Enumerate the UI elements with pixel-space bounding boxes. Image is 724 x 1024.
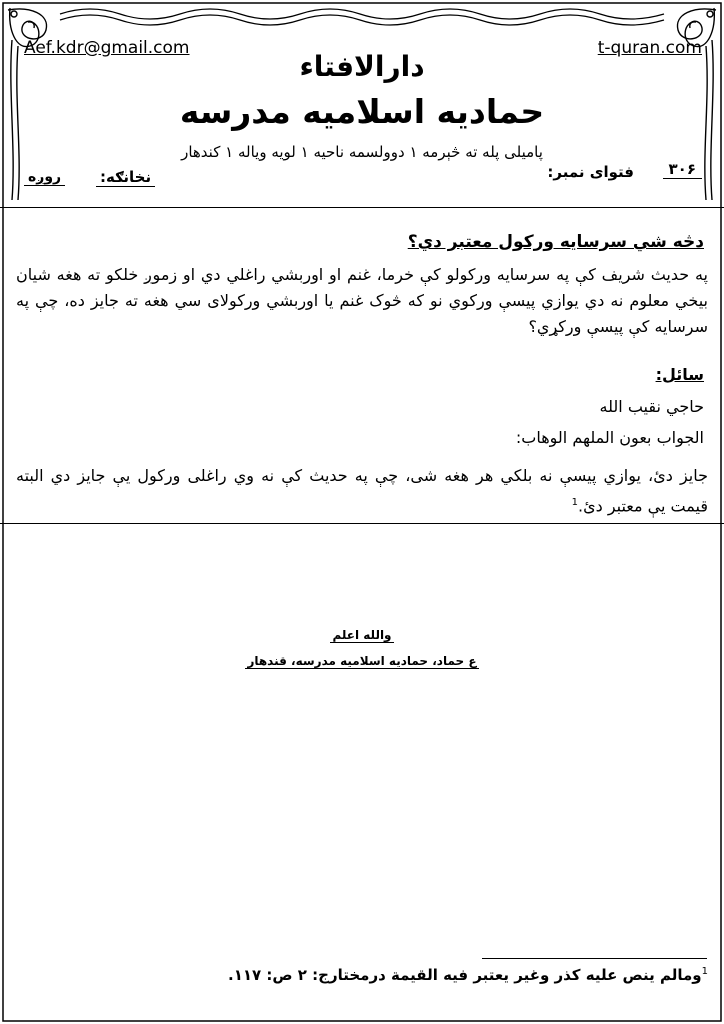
website-link[interactable]: t-quran.com bbox=[597, 38, 702, 58]
question-body: په حدیث شریف کې په سرسایه ورکولو کې خرما، غنم او اوربشي راغلي دي او زموږ خلکو ته هغه شیان بیخي معلوم نه دي یوازي پیسې ورکوي نو که څوک غنم یا اوربشي ورکولای سي هغه ته جایز ده، چې په سرسایه کې پیسې ورکړي؟ bbox=[16, 265, 708, 336]
footnote bbox=[228, 966, 708, 984]
date-field-label: نخانګه: bbox=[96, 168, 155, 187]
footnote-separator bbox=[482, 958, 707, 959]
allah-alam-closing bbox=[0, 628, 724, 642]
question-title: دڅه شي سرسایه ورکول معتبر دي؟ bbox=[407, 232, 704, 252]
top-ornament bbox=[60, 9, 664, 25]
email-address[interactable]: Aef.kdr@gmail.com bbox=[24, 38, 190, 58]
answer-divider bbox=[0, 523, 724, 524]
footnote-marker: 1 bbox=[701, 966, 708, 977]
footnote-text: ومالم ینص علیه کذر وغیر یعتبر فیه القیمة درمختارج: ۲ ص: ۱۱۷. bbox=[227, 966, 702, 984]
answer-body bbox=[16, 462, 708, 519]
fatwa-number-value: ۳۰۶ bbox=[663, 160, 702, 179]
asker-name: حاجي نقیب الله bbox=[599, 397, 704, 416]
asker-label: سائل: bbox=[655, 365, 704, 384]
fatwa-number-label: فتوای نمبر: bbox=[547, 163, 634, 181]
madrasa-name-heading: حمادیه اسلامیه مدرسه bbox=[179, 92, 545, 131]
answer-intro: الجواب بعون الملهم الوهاب: bbox=[515, 428, 704, 447]
dar-al-ifta-title: دارالافتاء bbox=[299, 50, 425, 83]
signature-line bbox=[0, 654, 724, 668]
allah-alam-text: والله اعلم bbox=[332, 628, 392, 642]
footnote-reference[interactable]: 1 bbox=[571, 497, 578, 508]
address-line: پامیلی پله ته څېرمه ۱ دوولسمه ناحیه ۱ لویه ویاله ۱ کندهار bbox=[181, 143, 543, 161]
answer-text: جایز دئ، یوازي پیسې نه بلکي هر هغه شی، چې په حدیث کې نه وي راغلی ورکول یې جایز دي البته قیمت یې معتبر دئ. bbox=[16, 466, 708, 516]
day-field-label: روږه bbox=[24, 169, 65, 186]
header-divider bbox=[0, 207, 724, 208]
signer-text: ع حماد، حمادیه اسلامیه مدرسه، قندهار bbox=[247, 654, 477, 668]
